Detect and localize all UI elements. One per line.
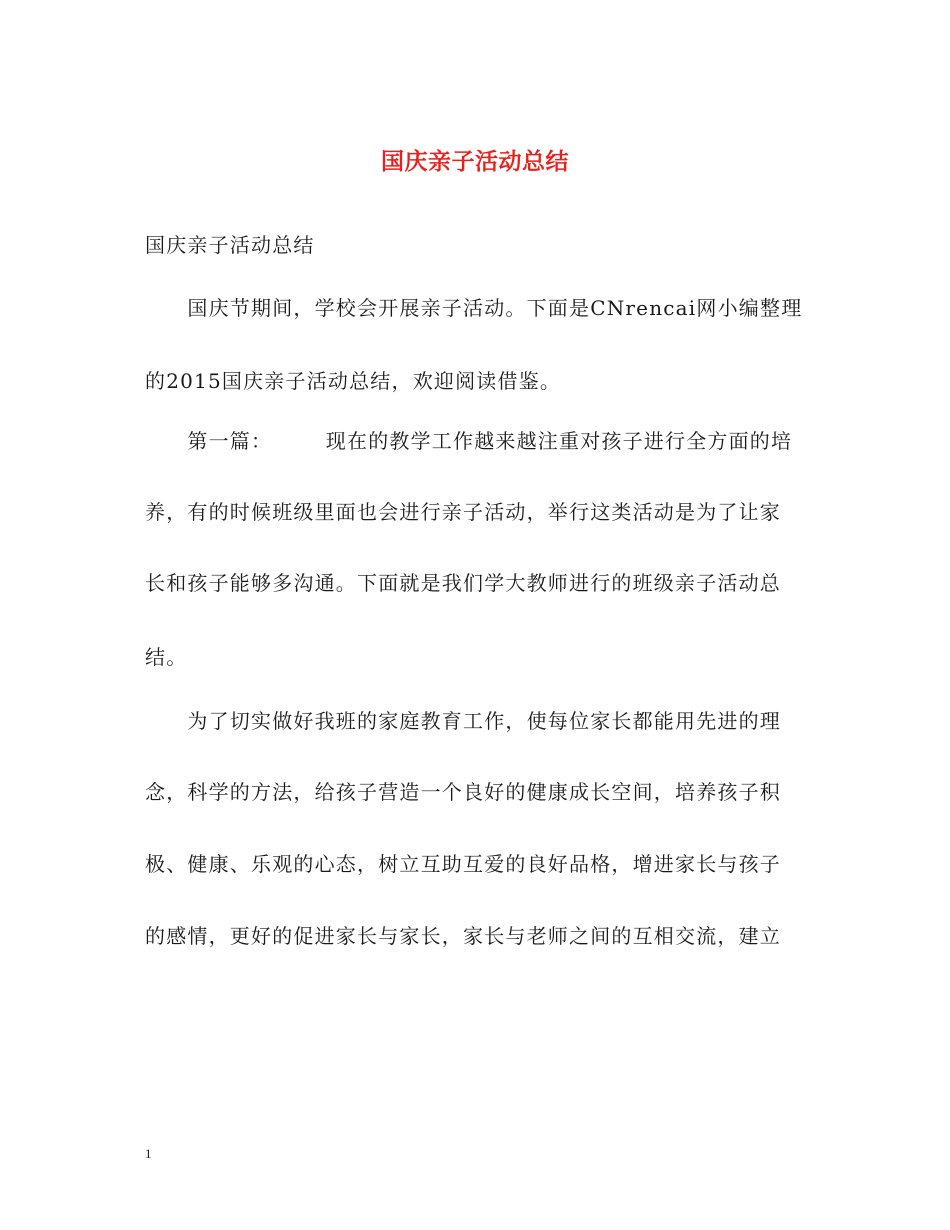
page-number: 1 xyxy=(145,1146,152,1161)
body-line: 养，有的时候班级里面也会进行亲子活动，举行这类活动是为了让家 xyxy=(145,500,781,524)
subtitle-line: 国庆亲子活动总结 xyxy=(145,233,315,257)
body-line: 的2015国庆亲子活动总结，欢迎阅读借鉴。 xyxy=(145,369,562,393)
body-line: 国庆节期间，学校会开展亲子活动。下面是CNrencai网小编整理 xyxy=(145,296,803,320)
document-title: 国庆亲子活动总结 xyxy=(381,148,569,175)
body-line: 第一篇： 现在的教学工作越来越注重对孩子进行全方面的培 xyxy=(145,429,793,453)
body-line: 极、健康、乐观的心态，树立互助互爱的良好品格，增进家长与孩子 xyxy=(145,852,781,876)
body-line: 为了切实做好我班的家庭教育工作，使每位家长都能用先进的理 xyxy=(145,709,781,733)
body-line: 的感情，更好的促进家长与家长，家长与老师之间的互相交流，建立 xyxy=(145,924,781,948)
body-line: 长和孩子能够多沟通。下面就是我们学大教师进行的班级亲子活动总 xyxy=(145,571,781,595)
body-line: 念，科学的方法，给孩子营造一个良好的健康成长空间，培养孩子积 xyxy=(145,780,781,804)
body-line: 结。 xyxy=(145,645,188,669)
